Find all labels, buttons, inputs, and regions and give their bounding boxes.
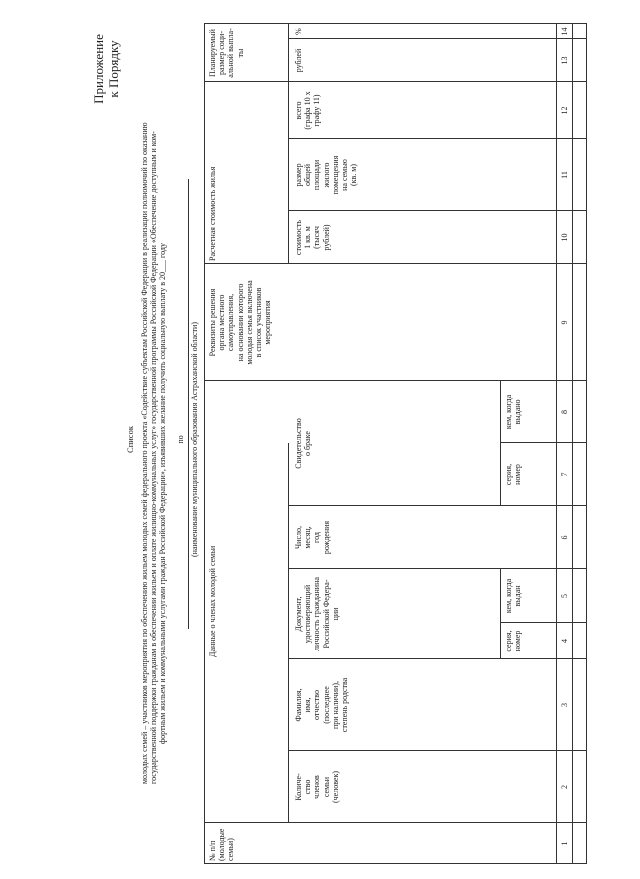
col-cost-sqm-header: стоимость 1 кв. м (тысяч рублей): [294, 219, 331, 256]
col-number-13: 13: [560, 56, 569, 65]
col-number-10: 10: [560, 233, 569, 242]
col-number-6: 6: [560, 535, 569, 540]
col-number-4: 4: [560, 639, 569, 643]
appendix-label: [92, 14, 122, 124]
col-number-8: 8: [560, 410, 569, 414]
col-number-3: 3: [560, 703, 569, 707]
col-marr-series-header: серия, номер: [504, 463, 523, 486]
col-doc-issued-header: кем, когда выдан: [504, 578, 523, 614]
description-line-3: фортным жильем и коммунальными услугами граждан Российской Федерации», изъявивших желание получить социальную выплату в 20___ году: [158, 243, 168, 744]
description-line-1: молодых семей – участников мероприятия по обеспечению жильем молодых семей федерального проекта «Содействие субъектам Российской Федерации в реализации полномочий по оказанию: [140, 122, 149, 784]
description-line-2: государственной поддержки гражданам в обеспечении жильем и оплате жилищно-коммунальных услуг» государственной программы Российской Федерации «Обеспечение доступным и ком-: [149, 131, 159, 784]
col-dob-header: Число, месяц, год рождения: [294, 520, 331, 555]
col-marriage-header: Свидетельство о браке: [294, 418, 313, 469]
municipality-line: [188, 179, 189, 629]
appendix-line1: Приложение: [91, 34, 106, 104]
group-family-header: Данные о членах молодой семьи: [208, 545, 217, 657]
col-total-header: всего (графа 10 х графу 11): [294, 91, 322, 130]
col-marr-issued-header: кем, когда выдано: [504, 394, 523, 430]
col-doc-header: Документ, удостоверяющий личность гражданина Российской Федера- ции: [294, 577, 340, 651]
col-number-11: 11: [560, 171, 569, 179]
col-number-14: 14: [560, 27, 569, 36]
col-number-7: 7: [560, 472, 569, 477]
col-number-5: 5: [560, 594, 569, 598]
col-area-header: размер общей площади жилого помещения на семью (кв. м): [294, 155, 359, 195]
municipality-caption: (наименование муниципального образования Астраханской области): [190, 321, 199, 558]
appendix-line2: к Порядку: [105, 40, 121, 98]
col-number-1: 1: [560, 841, 569, 846]
list-title: Список: [125, 426, 135, 453]
col-decision-header: Реквизиты решения органа местного самоуправления, на основании которого молодая семья включена в список участников мероприятия: [208, 280, 273, 365]
col-fio-header: Фамилия, имя, отчество (последнее при наличии), степень родства: [294, 677, 349, 733]
col-number-9: 9: [560, 320, 569, 325]
col-doc-series-header: серия, номер: [504, 630, 523, 652]
col-number-2: 2: [560, 785, 569, 789]
po-label: по: [176, 435, 185, 444]
group-cost-header: Расчетная стоимость жилья: [208, 166, 217, 261]
col-pct-header: %: [294, 28, 303, 35]
col-count-header: Количе- ство членов семьи (человек): [294, 770, 340, 804]
col-rub-header: рублей: [294, 48, 303, 73]
col-n-header: № п/п (молодые семьи): [208, 828, 236, 861]
group-planned-header: Планируемый размер соци- альной выпла- ты: [208, 28, 245, 78]
col-number-12: 12: [560, 106, 569, 115]
list-description: [140, 24, 168, 784]
